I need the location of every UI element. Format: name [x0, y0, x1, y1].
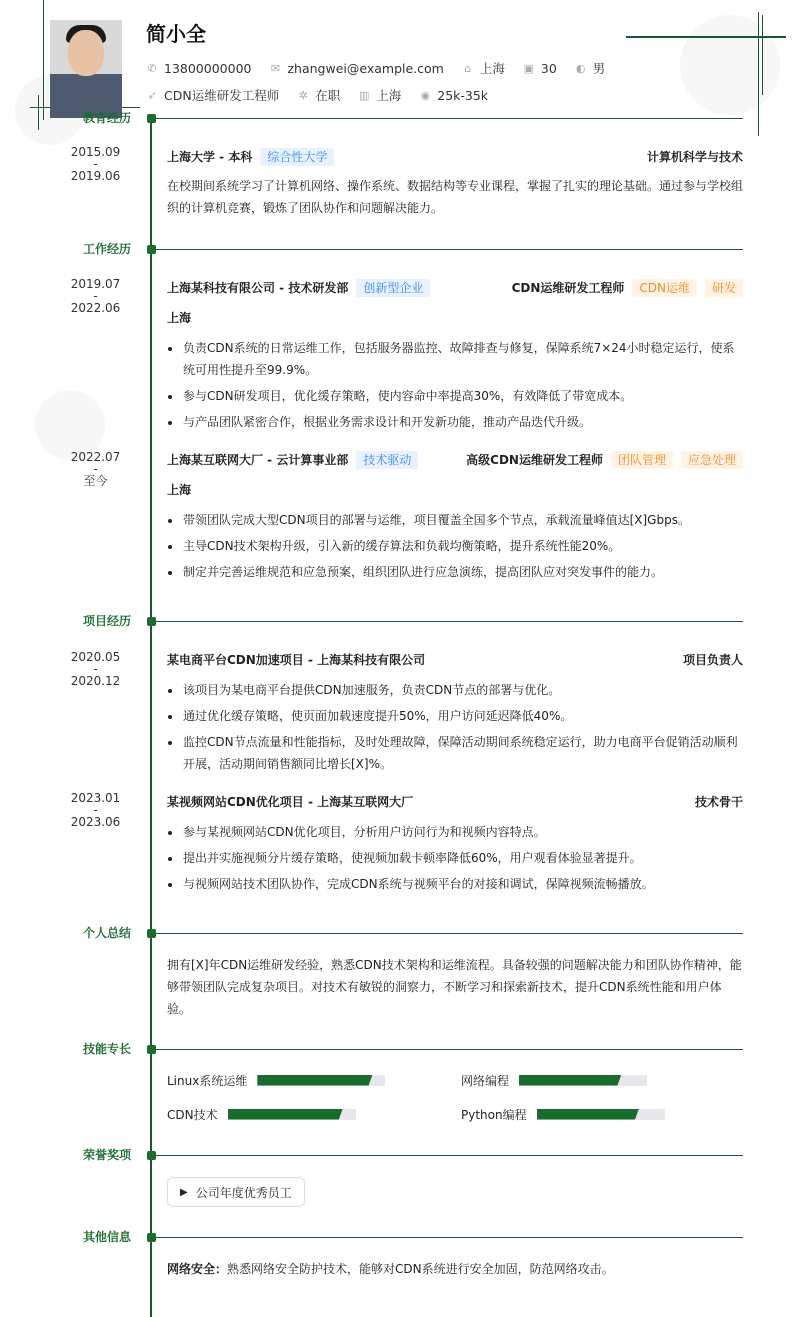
- skill-bar: [228, 1109, 356, 1120]
- list-item: 与视频网站技术团队协作，完成CDN系统与视频平台的对接和调试，保障视频流畅播放。: [167, 873, 743, 895]
- company: 上海某科技有限公司 - 技术研发部: [167, 281, 349, 295]
- building-icon: ▥: [359, 88, 370, 102]
- timeline-marker: [147, 245, 156, 254]
- city: 上海: [479, 61, 505, 76]
- section-title-other: 其他信息: [82, 1230, 131, 1244]
- timeline-marker: [147, 1045, 156, 1054]
- timeline-marker: [147, 1233, 156, 1242]
- skill-bar: [537, 1109, 665, 1120]
- skill-item: Python编程: [461, 1104, 743, 1124]
- candidate-name: 简小全: [146, 22, 206, 46]
- work-city: 上海: [167, 483, 192, 497]
- job-status: 在职: [315, 88, 341, 103]
- company-tag: 技术驱动: [356, 451, 418, 469]
- decor-line: [43, 0, 44, 120]
- other-info: 网络安全：熟悉网络安全防护技术，能够对CDN系统进行安全加固，防范网络攻击。: [167, 1262, 614, 1276]
- role-tag: CDN运维: [632, 279, 697, 297]
- list-item: 带领团队完成大型CDN项目的部署与运维，项目覆盖全国多个节点，承载流量峰值达[X]Gbps。: [167, 509, 743, 531]
- major: 计算机科学与技术: [646, 150, 743, 164]
- school-tag: 综合性大学: [260, 148, 334, 166]
- skill-bar: [257, 1075, 385, 1086]
- section-divider: [151, 1155, 743, 1156]
- decor-circle: [680, 15, 780, 115]
- gender-icon: ◐: [575, 61, 586, 75]
- phone: 13800000000: [164, 60, 252, 76]
- skill-bar-fill: [519, 1075, 621, 1086]
- email: zhangwei@example.com: [287, 60, 444, 76]
- section-divider: [151, 118, 743, 119]
- role-tag: 团队管理: [611, 451, 673, 469]
- play-icon: ▶: [180, 1186, 188, 1198]
- list-item: 参与CDN研发项目，优化缓存策略，使内容命中率提高30%，有效降低了带宽成本。: [167, 385, 743, 407]
- work-city: 上海: [167, 311, 192, 325]
- job-row: [146, 86, 500, 104]
- salary-icon: ◉: [420, 88, 431, 102]
- list-item: 与产品团队紧密合作，根据业务需求设计和开发新功能，推动产品迭代升级。: [167, 411, 743, 433]
- project-role: 技术骨干: [694, 795, 743, 809]
- skill-bar-fill: [257, 1075, 372, 1086]
- timeline: [150, 118, 152, 1317]
- timeline-marker: [147, 1151, 156, 1160]
- section-divider: [151, 1237, 743, 1238]
- section-title-honors: 荣誉奖项: [82, 1148, 131, 1162]
- skill-item: CDN技术: [167, 1104, 461, 1124]
- target-city: 上海: [376, 88, 402, 103]
- send-icon: ➶: [147, 88, 157, 102]
- summary-text: 拥有[X]年CDN运维研发经验，熟悉CDN技术架构和运维流程。具备较强的问题解决能力和团队协作精神，能够带领团队完成复杂项目。对技术有敏锐的洞察力，不断学习和探索新技术，提升CDN系统性能和用户体验。: [167, 958, 742, 1016]
- project-entry: [167, 791, 743, 899]
- phone-icon: ✆: [147, 61, 157, 75]
- timeline-marker: [147, 114, 156, 123]
- decor-line: [758, 12, 759, 136]
- section-divider: [151, 933, 743, 934]
- skills: [167, 1070, 743, 1124]
- list-item: 该项目为某电商平台提供CDN加速服务，负责CDN节点的部署与优化。: [167, 679, 743, 701]
- list-item: 负责CDN系统的日常运维工作，包括服务器监控、故障排查与修复，保障系统7×24小时稳定运行，使系统可用性提升至99.9%。: [167, 337, 743, 381]
- decor-line: [762, 15, 763, 95]
- company: 上海某互联网大厂 - 云计算事业部: [167, 453, 349, 467]
- work-date: 2022.07 - 至今: [70, 450, 121, 488]
- job-title: CDN运维研发工程师: [164, 88, 280, 103]
- project-entry: [167, 649, 743, 779]
- skill-bar: [519, 1075, 647, 1086]
- list-item: 主导CDN技术架构升级，引入新的缓存算法和负载均衡策略，提升系统性能20%。: [167, 535, 743, 557]
- avatar: [50, 20, 122, 118]
- role-tag: 研发: [705, 279, 743, 297]
- timeline-marker: [147, 929, 156, 938]
- edu-entry: [167, 146, 743, 219]
- skill-item: 网络编程: [461, 1070, 743, 1090]
- project-date: 2020.05 - 2020.12: [70, 650, 121, 688]
- section-title-summary: 个人总结: [82, 926, 131, 940]
- role: 高级CDN运维研发工程师: [466, 453, 603, 467]
- work-entry: [167, 449, 743, 587]
- section-title-skills: 技能专长: [82, 1042, 131, 1056]
- age: 30: [540, 60, 557, 76]
- mail-icon: ✉: [270, 61, 281, 75]
- list-item: 参与某视频网站CDN优化项目，分析用户访问行为和视频内容特点。: [167, 821, 743, 843]
- project-title: 某视频网站CDN优化项目 - 上海某互联网大厂: [167, 795, 414, 809]
- timeline-marker: [147, 617, 156, 626]
- project-date: 2023.01 - 2023.06: [70, 791, 121, 829]
- work-entry: [167, 277, 743, 437]
- list-item: 提出并实施视频分片缓存策略，使视频加载卡顿率降低60%，用户观看体验显著提升。: [167, 847, 743, 869]
- edu-date: 2015.09 - 2019.06: [70, 145, 121, 183]
- skill-bar-fill: [228, 1109, 343, 1120]
- skill-item: Linux系统运维: [167, 1070, 461, 1090]
- age-icon: ▣: [523, 61, 535, 75]
- section-divider: [151, 1049, 743, 1050]
- section-title-projects: 项目经历: [82, 614, 131, 628]
- salary: 25k-35k: [437, 87, 489, 103]
- section-title-work: 工作经历: [82, 242, 131, 256]
- section-divider: [151, 249, 743, 250]
- project-title: 某电商平台CDN加速项目 - 上海某科技有限公司: [167, 653, 426, 667]
- section-title-education: 教育经历: [82, 111, 131, 125]
- company-tag: 创新型企业: [356, 279, 430, 297]
- status-icon: ✲: [298, 88, 308, 102]
- school: 上海大学 - 本科: [167, 150, 253, 164]
- edu-desc: 在校期间系统学习了计算机网络、操作系统、数据结构等专业课程，掌握了扎实的理论基础。通过参与学校组织的计算机竞赛，锻炼了团队协作和问题解决能力。: [167, 179, 744, 215]
- decor-line: [38, 95, 39, 130]
- list-item: 通过优化缓存策略，使页面加载速度提升50%，用户访问延迟降低40%。: [167, 705, 743, 727]
- work-date: 2019.07 - 2022.06: [70, 277, 121, 315]
- home-icon: ⌂: [464, 61, 472, 75]
- role: CDN运维研发工程师: [511, 281, 625, 295]
- role-tag: 应急处理: [681, 451, 743, 469]
- section-divider: [151, 621, 743, 622]
- skill-bar-fill: [537, 1109, 639, 1120]
- honor-item[interactable]: ▶ 公司年度优秀员工: [167, 1177, 305, 1207]
- project-role: 项目负责人: [682, 653, 743, 667]
- contact-row: [146, 59, 617, 77]
- gender: 男: [592, 61, 606, 76]
- list-item: 制定并完善运维规范和应急预案，组织团队进行应急演练，提高团队应对突发事件的能力。: [167, 561, 743, 583]
- list-item: 监控CDN节点流量和性能指标，及时处理故障，保障活动期间系统稳定运行，助力电商平台促销活动顺利开展，活动期间销售额同比增长[X]%。: [167, 731, 743, 775]
